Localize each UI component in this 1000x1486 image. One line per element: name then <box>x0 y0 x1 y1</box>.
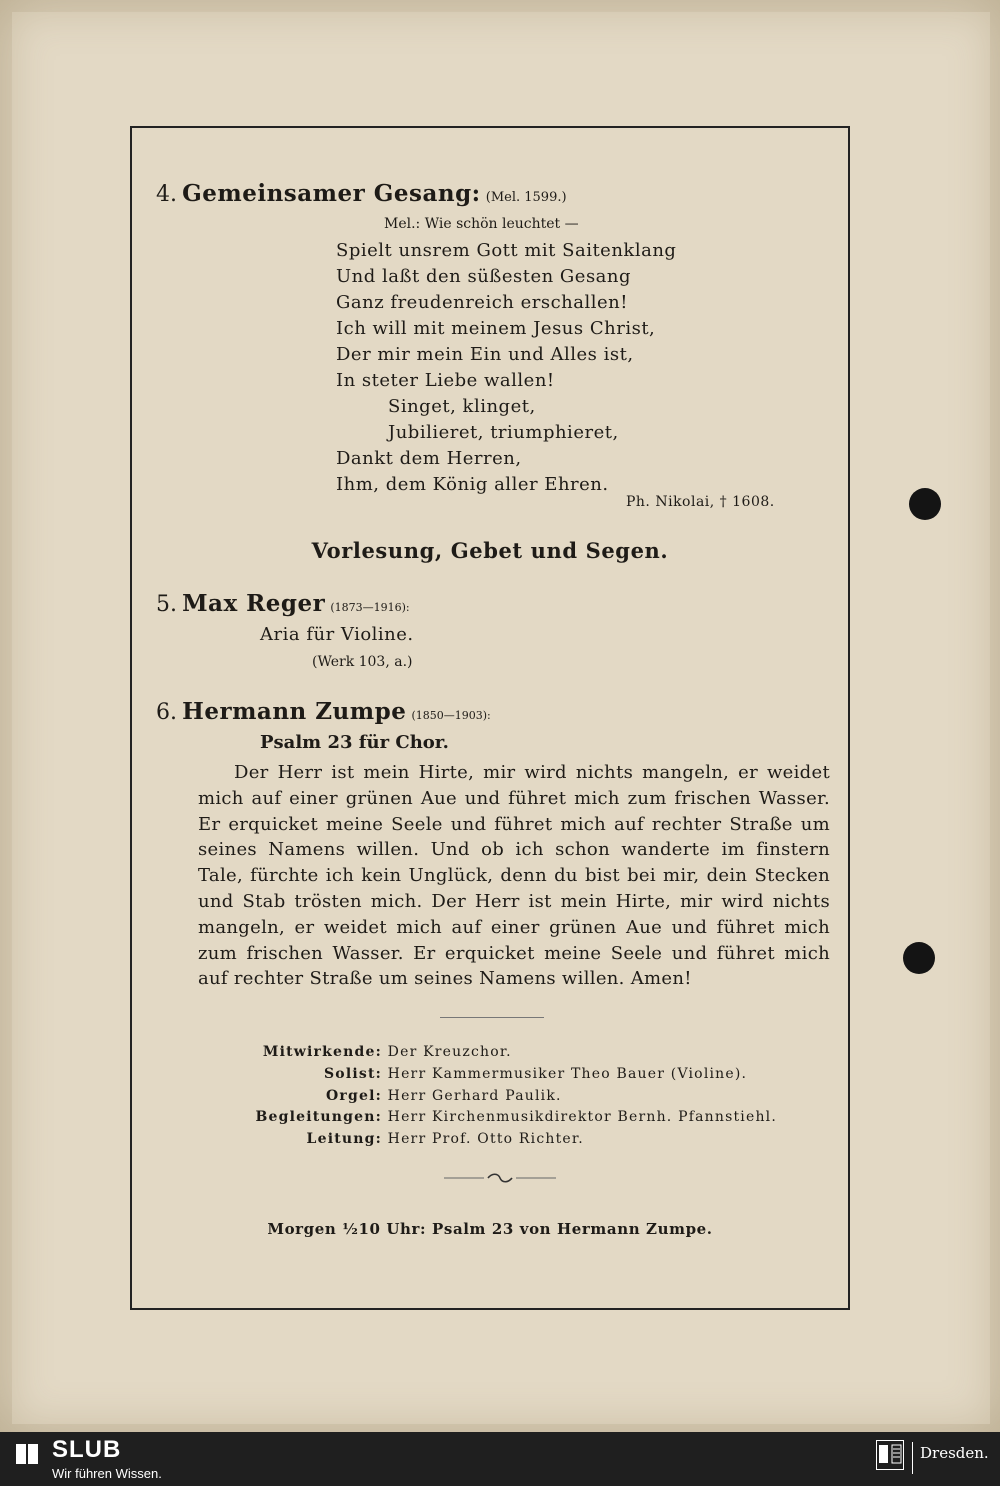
punch-hole-top <box>909 488 941 520</box>
item6-number: 6. <box>156 700 177 725</box>
credit-value: Der Kreuzchor. <box>387 1044 512 1060</box>
credit-role: Mitwirkende: <box>262 1044 382 1060</box>
item6-composer: Hermann Zumpe <box>182 698 407 725</box>
credit-role: Orgel: <box>326 1088 382 1104</box>
verse-line: Dankt dem Herren, <box>336 448 522 469</box>
verse-line: Jubilieret, triumphieret, <box>388 422 619 443</box>
item5-number: 5. <box>156 592 177 617</box>
credit-row <box>132 1066 747 1082</box>
verse-line: Und laßt den süßesten Gesang <box>336 266 632 287</box>
interlude-heading: Vorlesung, Gebet und Segen. <box>311 538 669 563</box>
verse-line: Ihm, dem König aller Ehren. <box>336 474 609 495</box>
credit-value: Herr Kirchenmusikdirektor Bernh. Pfannstiehl. <box>387 1109 778 1125</box>
item5-heading <box>156 590 410 617</box>
book-logo-icon <box>14 1442 40 1466</box>
verse-line: Ich will mit meinem Jesus Christ, <box>336 318 656 339</box>
credit-value: Herr Gerhard Paulik. <box>387 1088 562 1104</box>
verse-line: Der mir mein Ein und Alles ist, <box>336 344 634 365</box>
footer-separator <box>912 1442 913 1474</box>
credit-role: Leitung: <box>306 1131 382 1147</box>
item6-dates: (1850—1903): <box>411 709 491 722</box>
item4-heading <box>156 180 567 207</box>
item5-composer: Max Reger <box>182 590 326 617</box>
item6-work: Psalm 23 für Chor. <box>260 732 449 753</box>
city-crest-icon <box>876 1440 904 1470</box>
credit-value: Herr Kammermusiker Theo Bauer (Violine). <box>387 1066 748 1082</box>
program-frame <box>130 126 850 1310</box>
footer-partner[interactable]: Dresden. <box>920 1444 989 1462</box>
ornament-divider <box>444 1170 556 1184</box>
footer-tagline: Wir führen Wissen. <box>52 1466 162 1481</box>
item6-heading <box>156 698 491 725</box>
credit-row <box>132 1044 512 1060</box>
verse-line: Ganz freudenreich erschallen! <box>336 292 628 313</box>
item4-number: 4. <box>156 182 177 207</box>
divider <box>440 1017 544 1018</box>
credit-role: Solist: <box>323 1066 382 1082</box>
item5-opus: (Werk 103, a.) <box>312 654 413 670</box>
punch-hole-bottom <box>903 942 935 974</box>
hymn-author: Ph. Nikolai, † 1608. <box>626 494 775 510</box>
psalm-text: Der Herr ist mein Hirte, mir wird nichts mangeln, er weidet mich auf einer grünen Aue und führet mich zum frischen Wasser. Er erquicket meine Seele und führet mich auf rechter Straße um seines Namens willen. Und ob ich schon wanderte im finstern Tale, fürchte ich kein Unglück, denn du bist bei mir, dein Stecken und Stab trösten mich. Der Herr ist mein Hirte, mir wird nichts mangeln, er weidet mich auf einer grünen Aue und führet mich zum frischen Wasser. Er erquicket meine Seele und führet mich auf rechter Straße um seines Namens willen. Amen! <box>198 762 830 990</box>
footer-brand[interactable]: SLUB <box>52 1436 122 1463</box>
footer-bar <box>0 1432 1000 1486</box>
verse-line: Spielt unsrem Gott mit Saitenklang <box>336 240 677 261</box>
item4-melody: Mel.: Wie schön leuchtet — <box>384 216 579 232</box>
credit-row <box>132 1109 777 1125</box>
verse-line: In steter Liebe wallen! <box>336 370 555 391</box>
item5-dates: (1873—1916): <box>330 601 410 614</box>
credit-row <box>132 1088 562 1104</box>
credit-value: Herr Prof. Otto Richter. <box>387 1131 584 1147</box>
verse-line: Singet, klinget, <box>388 396 536 417</box>
item4-title: Gemeinsamer Gesang: <box>182 180 481 207</box>
item5-work: Aria für Violine. <box>260 624 414 645</box>
credit-role: Begleitungen: <box>255 1109 382 1125</box>
announcement: Morgen ½10 Uhr: Psalm 23 von Hermann Zumpe. <box>267 1220 713 1238</box>
item4-ref: (Mel. 1599.) <box>485 190 567 205</box>
credit-row <box>132 1131 584 1147</box>
